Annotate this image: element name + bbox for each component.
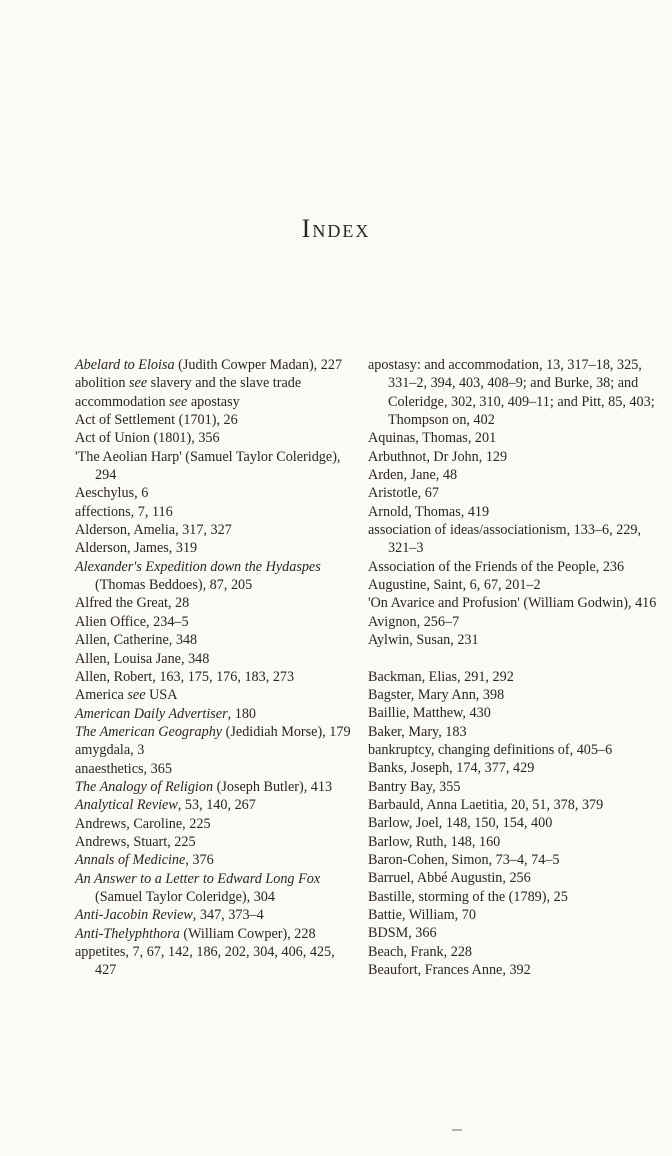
entry-text: Aristotle, 67 <box>368 485 439 502</box>
index-entry <box>368 686 658 704</box>
entry-text: Alien Office, 234–5 <box>75 613 189 630</box>
entry-text: Aquinas, Thomas, 201 <box>368 430 497 447</box>
italic-text: Anti-Jacobin Review <box>75 907 193 924</box>
entry-text: Baker, Mary, 183 <box>368 723 467 740</box>
entry-text: apostasy <box>187 393 240 410</box>
entry-text: Battie, William, 70 <box>368 906 476 923</box>
italic-text: see <box>169 393 188 410</box>
entry-text: Baron-Cohen, Simon, 73–4, 74–5 <box>368 851 560 868</box>
italic-text: American Daily Advertiser <box>75 705 228 722</box>
index-entry <box>368 484 658 502</box>
entry-text: Aeschylus, 6 <box>75 485 149 502</box>
index-entry <box>75 539 357 557</box>
index-entry <box>368 851 658 869</box>
index-entry <box>368 723 658 741</box>
entry-text: Barbauld, Anna Laetitia, 20, 51, 378, 379 <box>368 796 604 813</box>
index-entry <box>368 594 658 612</box>
entry-text: (Jedidiah Morse), 179 <box>222 723 351 740</box>
letter-section-gap <box>368 650 658 668</box>
index-entry <box>75 668 357 686</box>
entry-text: Beaufort, Frances Anne, 392 <box>368 962 531 978</box>
entry-text: Alfred the Great, 28 <box>75 595 190 612</box>
page-mark <box>452 1129 462 1131</box>
index-entry <box>368 778 658 796</box>
index-entry <box>75 558 357 595</box>
index-entry <box>75 760 357 778</box>
entry-text: Barlow, Joel, 148, 150, 154, 400 <box>368 815 553 832</box>
entry-text: (Judith Cowper Madan), 227 <box>174 357 343 373</box>
index-column-right <box>368 356 658 979</box>
index-entry <box>368 558 658 576</box>
index-entry <box>368 668 658 686</box>
entry-text: Allen, Robert, 163, 175, 176, 183, 273 <box>75 668 295 685</box>
entry-text: slavery and the slave trade <box>147 375 302 392</box>
entry-text: Bastille, storming of the (1789), 25 <box>368 888 568 905</box>
entry-text: BDSM, 366 <box>368 925 437 942</box>
italic-text: The Analogy of Religion <box>75 778 214 795</box>
index-entry <box>75 448 357 485</box>
index-entry <box>75 594 357 612</box>
index-entry <box>368 796 658 814</box>
entry-text: apostasy: and accommodation, 13, 317–18, 325, 331–2, 394, 403, 408–9; and Burke, 38; and Coleridge, 302, 310, 409–11; and Pitt, 85, 403; Thompson on, 402 <box>368 357 655 429</box>
index-entry <box>75 833 357 851</box>
entry-text: 'On Avarice and Profusion' (William Godwin), 416 <box>368 595 657 612</box>
index-entry <box>75 870 357 907</box>
entry-text: , 347, 373–4 <box>192 907 264 924</box>
entry-text: affections, 7, 116 <box>75 503 173 520</box>
entry-text: Alderson, Amelia, 317, 327 <box>75 522 232 539</box>
italic-text: Analytical Review <box>75 797 178 814</box>
entry-text: Arbuthnot, Dr John, 129 <box>368 448 508 465</box>
index-entry <box>75 851 357 869</box>
index-entry <box>368 521 658 558</box>
entry-text: Arnold, Thomas, 419 <box>368 503 490 520</box>
index-entry <box>75 650 357 668</box>
entry-text: Barruel, Abbé Augustin, 256 <box>368 870 531 887</box>
entry-text: amygdala, 3 <box>75 742 145 759</box>
index-entry <box>368 631 658 649</box>
index-entry <box>75 815 357 833</box>
index-entry <box>75 356 357 374</box>
entry-text: (Samuel Taylor Coleridge), 304 <box>95 888 275 905</box>
index-entry <box>75 925 357 943</box>
index-entry <box>75 723 357 741</box>
page-title: Index <box>301 214 371 243</box>
entry-text: , 180 <box>227 705 256 722</box>
entry-text: (Thomas Beddoes), 87, 205 <box>95 577 253 594</box>
index-entry <box>368 814 658 832</box>
entry-text: Backman, Elias, 291, 292 <box>368 668 514 685</box>
entry-text: (Joseph Butler), 413 <box>213 778 333 795</box>
entry-text: Bagster, Mary Ann, 398 <box>368 686 505 703</box>
index-entry <box>368 833 658 851</box>
index-entry <box>75 686 357 704</box>
italic-text: Anti-Thelyphthora <box>75 925 180 942</box>
index-entry <box>368 759 658 777</box>
index-entry <box>368 613 658 631</box>
entry-text: (William Cowper), 228 <box>179 925 316 942</box>
index-entry <box>75 796 357 814</box>
index-entry <box>75 429 357 447</box>
index-entry <box>75 411 357 429</box>
index-entry <box>368 741 658 759</box>
index-entry <box>75 906 357 924</box>
index-entry <box>368 503 658 521</box>
entry-text: Avignon, 256–7 <box>368 613 460 630</box>
index-entry <box>368 466 658 484</box>
entry-text: Beach, Frank, 228 <box>368 943 473 960</box>
entry-text: association of ideas/associationism, 133–6, 229, 321–3 <box>368 522 642 557</box>
index-entry <box>75 778 357 796</box>
entry-text: , 376 <box>185 852 214 869</box>
index-entry <box>75 393 357 411</box>
entry-text: bankruptcy, changing definitions of, 405–6 <box>368 741 613 758</box>
index-entry <box>368 961 658 979</box>
italic-text: Abelard to Eloisa <box>75 357 175 373</box>
entry-text: abolition <box>75 375 129 392</box>
entry-text: Banks, Joseph, 174, 377, 429 <box>368 760 535 777</box>
index-entry <box>75 374 357 392</box>
entry-text: Baillie, Matthew, 430 <box>368 705 491 722</box>
italic-text: Alexander's Expedition down the Hydaspes <box>75 558 321 575</box>
index-entry <box>368 356 658 429</box>
index-entry <box>368 704 658 722</box>
index-entry <box>368 924 658 942</box>
index-entry <box>368 869 658 887</box>
index-entry <box>75 503 357 521</box>
entry-text: 'The Aeolian Harp' (Samuel Taylor Coleridge), 294 <box>75 448 341 484</box>
entry-text: appetites, 7, 67, 142, 186, 202, 304, 406, 425, 427 <box>75 944 335 979</box>
index-entry <box>75 943 357 980</box>
entry-text: Allen, Louisa Jane, 348 <box>75 650 210 667</box>
index-entry <box>75 613 357 631</box>
index-entry <box>75 521 357 539</box>
index-entry <box>75 631 357 649</box>
index-entry <box>368 576 658 594</box>
entry-text: Augustine, Saint, 6, 67, 201–2 <box>368 577 541 594</box>
index-entry <box>368 888 658 906</box>
index-entry <box>368 906 658 924</box>
entry-text: Bantry Bay, 355 <box>368 778 461 795</box>
entry-text: Arden, Jane, 48 <box>368 467 458 484</box>
index-entry <box>75 484 357 502</box>
italic-text: see <box>127 687 146 704</box>
entry-text: , 53, 140, 267 <box>177 797 256 814</box>
entry-text: Allen, Catherine, 348 <box>75 632 198 649</box>
entry-text: Andrews, Stuart, 225 <box>75 833 196 850</box>
italic-text: An Answer to a Letter to Edward Long Fox <box>75 870 321 887</box>
entry-text: Association of the Friends of the People, 236 <box>368 558 625 575</box>
italic-text: Annals of Medicine <box>75 852 186 869</box>
index-entry <box>368 943 658 961</box>
entry-text: Andrews, Caroline, 225 <box>75 815 211 832</box>
entry-text: USA <box>145 687 178 704</box>
entry-text: Alderson, James, 319 <box>75 540 198 557</box>
index-entry <box>75 705 357 723</box>
entry-text: Aylwin, Susan, 231 <box>368 632 479 649</box>
entry-text: Barlow, Ruth, 148, 160 <box>368 833 501 850</box>
entry-text: America <box>75 687 128 704</box>
entry-text: accommodation <box>75 393 170 410</box>
index-entry <box>75 741 357 759</box>
index-entry <box>368 448 658 466</box>
index-column-left <box>75 356 357 980</box>
italic-text: The American Geography <box>75 723 223 740</box>
index-entry <box>368 429 658 447</box>
italic-text: see <box>129 375 148 392</box>
entry-text: Act of Settlement (1701), 26 <box>75 412 238 429</box>
entry-text: Act of Union (1801), 356 <box>75 430 220 447</box>
entry-text: anaesthetics, 365 <box>75 760 172 777</box>
